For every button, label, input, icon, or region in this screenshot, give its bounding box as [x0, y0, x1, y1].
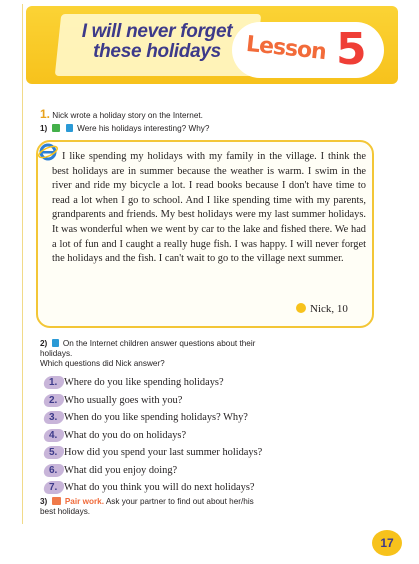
exercise-1-intro [40, 109, 203, 121]
question-number: 2. [49, 394, 58, 406]
list-item [44, 374, 384, 392]
task-1-text: Were his holidays interesting? Why? [77, 124, 210, 133]
question-number: 3. [49, 412, 58, 423]
read-icon [52, 339, 59, 347]
exercise-2-line-1: On the Internet children answer questions about their [62, 339, 256, 348]
list-item [44, 479, 384, 497]
exercise-1-task [40, 124, 209, 134]
signature-text: Nick, 10 [310, 303, 348, 315]
lesson-title [62, 22, 252, 62]
story-text: I like spending my holidays with my family in the village. I think the best holidays are in summer because the weather is warm. I swim in the river and ride my bicycle a lot. I read books because I don't have time to read a lot when I go to school. And I like spending time with my parents, grandparents and friends. My best holidays were my last summer holidays. It was wonderful when we went by car to the lake and fished there. We had a lot of fun and I caught a really huge fish. I was happy. I will never forget the holidays and the fish. I can't wait to go to the village next summer. [52, 151, 366, 265]
question-number: 7. [49, 482, 58, 493]
lesson-number: 5 [336, 24, 367, 75]
question-text: What do you think you will do next holidays? [64, 482, 255, 493]
question-list [44, 374, 384, 497]
pair-work-icon [52, 497, 61, 505]
exercise-2-line-2: holidays. [40, 349, 73, 358]
exercise-3-number: 3) [40, 497, 48, 506]
listen-icon [52, 124, 60, 132]
smiley-icon [296, 303, 306, 313]
question-text: What do you do on holidays? [64, 429, 187, 441]
question-number: 5. [49, 447, 58, 458]
title-line-1: I will never forget [81, 21, 233, 42]
question-text: When do you like spending holidays? Why? [64, 412, 248, 423]
question-text: What did you enjoy doing? [64, 464, 178, 476]
exercise-2-number: 2) [40, 339, 48, 348]
pair-work-label: Pair work. [64, 497, 104, 506]
question-number: 4. [49, 429, 58, 441]
question-text: Where do you like spending holidays? [64, 377, 224, 388]
list-item [44, 427, 384, 445]
list-item [44, 409, 384, 427]
question-number: 1. [49, 377, 58, 388]
exercise-3-instruction [40, 497, 360, 517]
exercise-1-intro-text: Nick wrote a holiday story on the Internet. [52, 111, 203, 120]
lesson-word: Lesson [244, 31, 327, 66]
question-text: Who usually goes with you? [64, 394, 183, 406]
exercise-3-line-1: Ask your partner to find out about her/his [105, 497, 254, 506]
exercise-2-line-3: Which questions did Nick answer? [40, 359, 165, 368]
exercise-1-number: 1. [40, 107, 51, 121]
list-item [44, 444, 384, 462]
page-number: 17 [372, 530, 402, 556]
exercise-2-instruction [40, 339, 360, 369]
question-number: 6. [49, 464, 58, 476]
list-item [44, 462, 384, 480]
story-signature [296, 303, 348, 315]
exercise-3-line-2: best holidays. [40, 507, 91, 516]
question-text: How did you spend your last summer holidays? [64, 447, 263, 458]
task-1-number: 1) [40, 124, 48, 133]
page-margin-rule [22, 4, 23, 524]
read-icon [66, 124, 73, 132]
list-item [44, 392, 384, 410]
title-line-2: these holidays [93, 41, 221, 62]
